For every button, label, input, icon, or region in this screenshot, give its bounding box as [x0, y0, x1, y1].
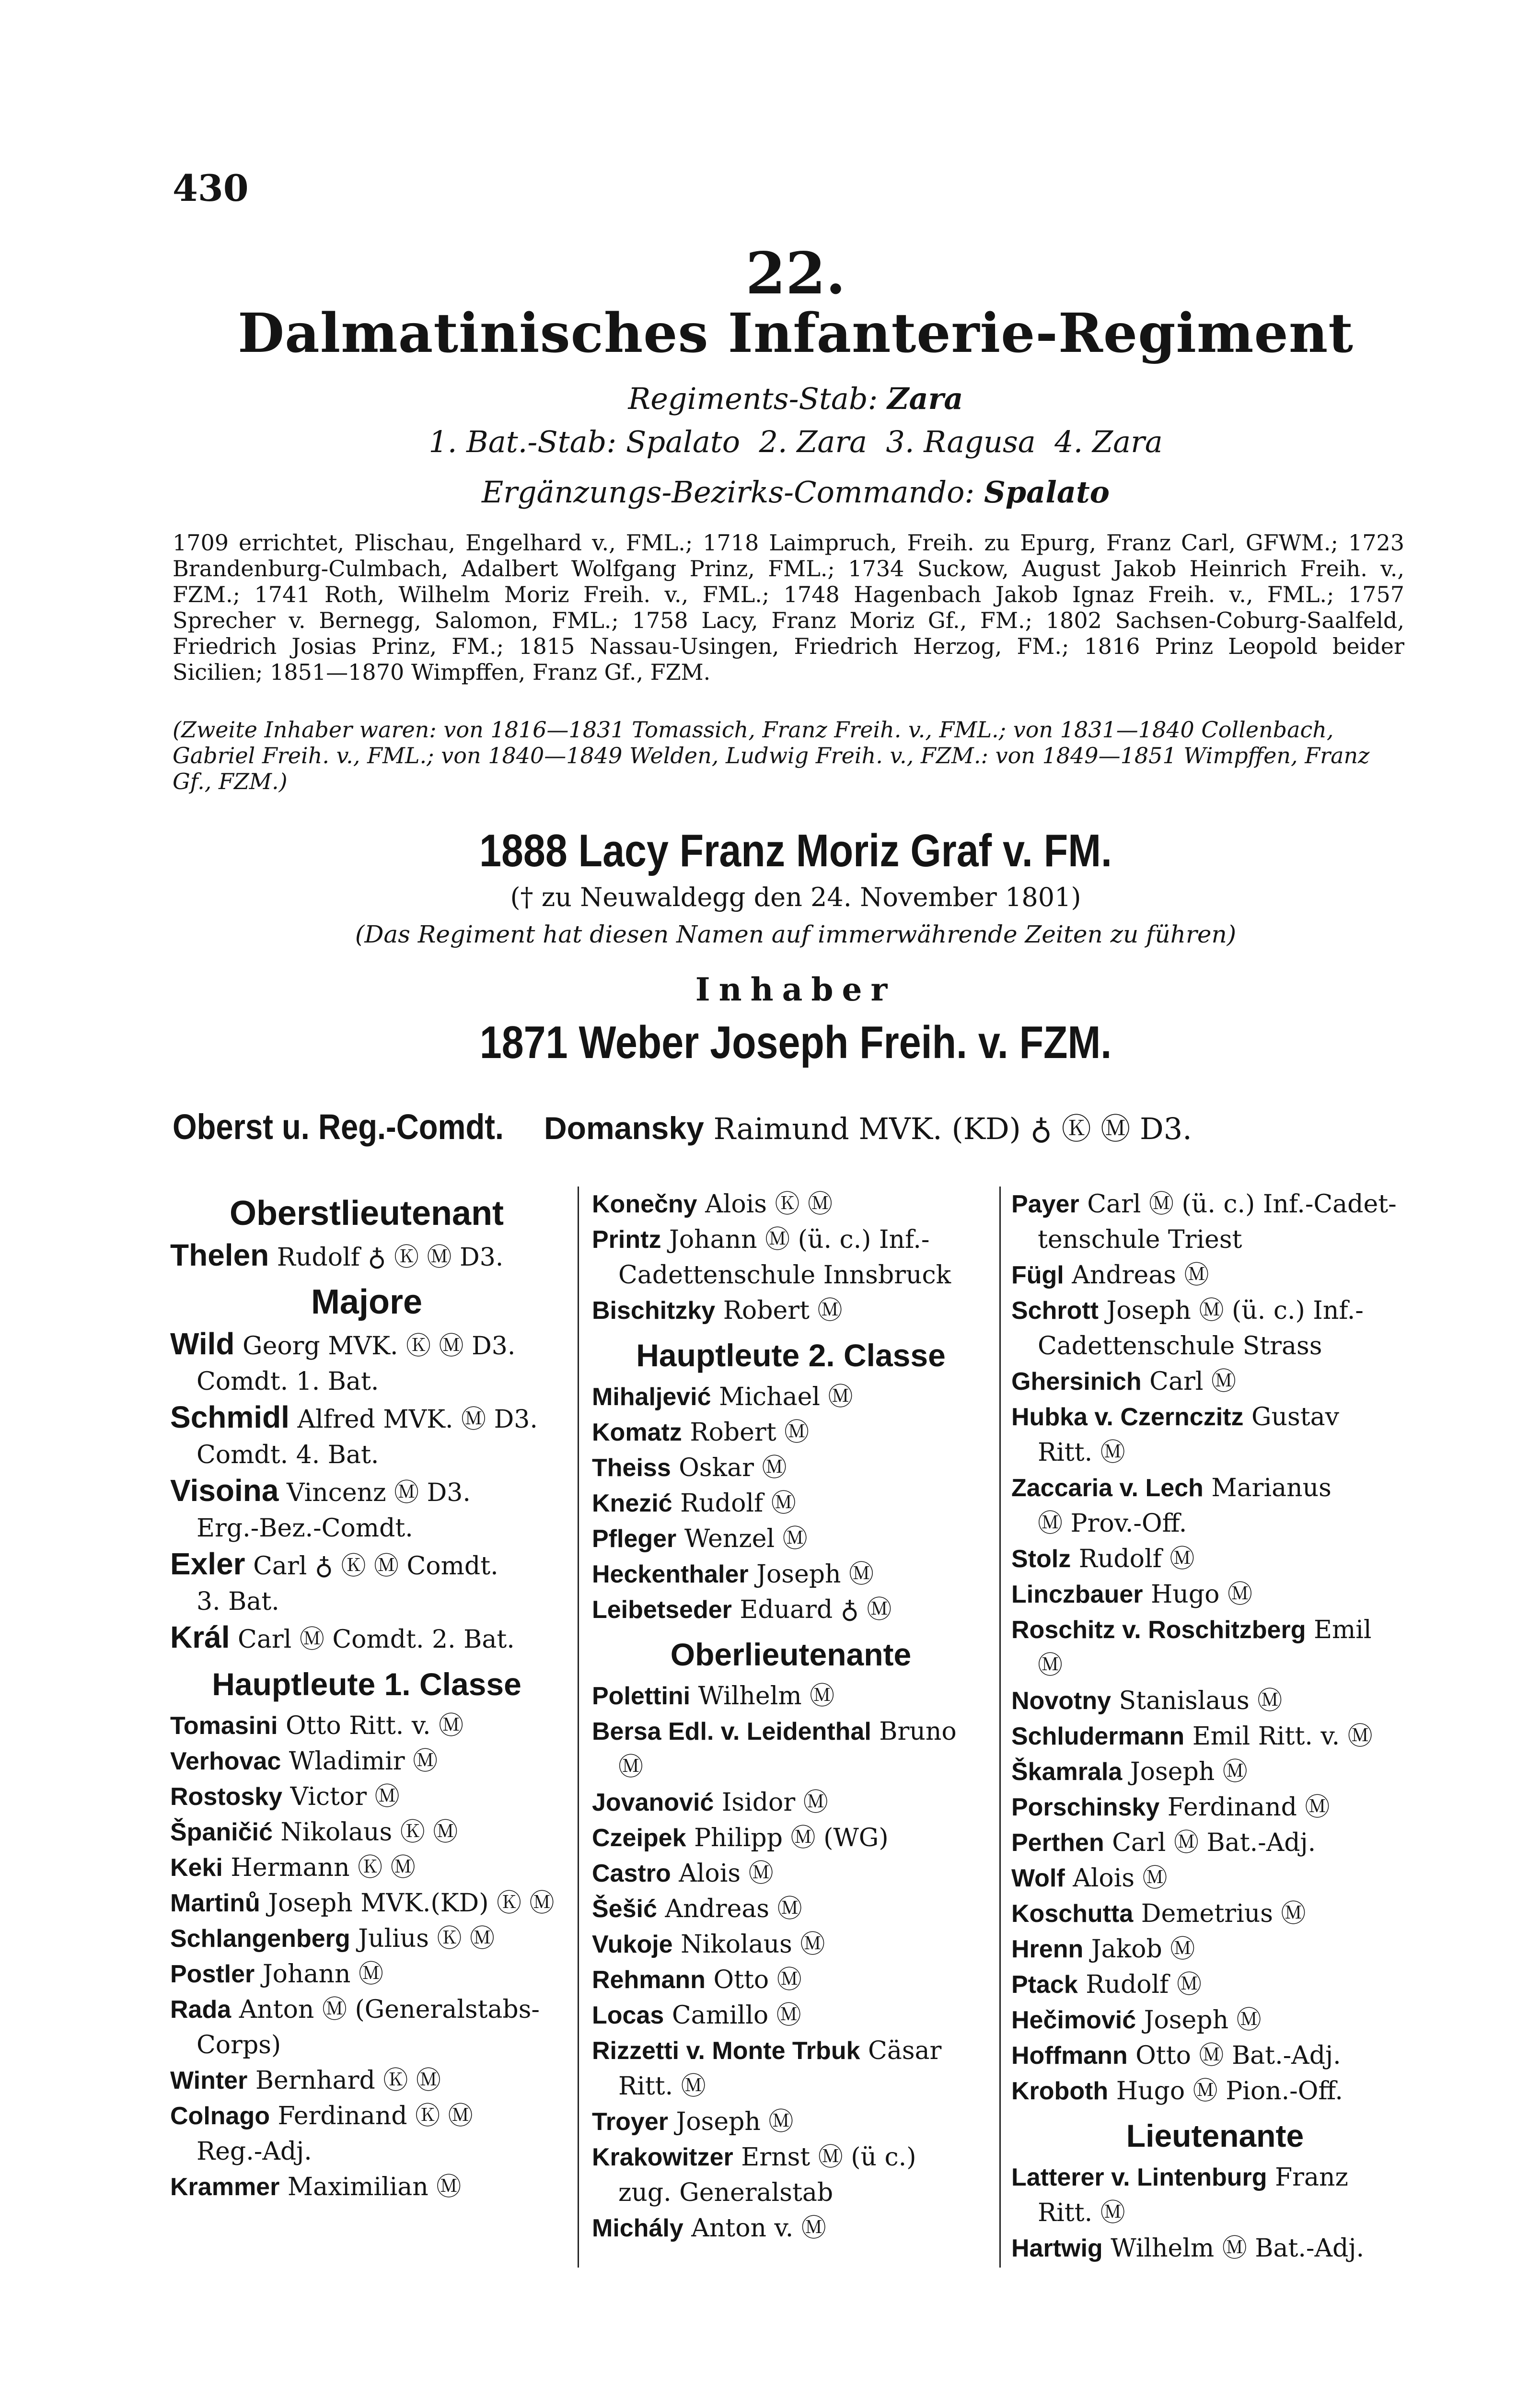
column-3: [1011, 1187, 1419, 2266]
surname: Ptack: [1011, 1971, 1078, 1999]
continuation: Ⓜ: [1038, 1651, 1063, 1680]
zweite-inhaber: (Zweite Inhaber waren: von 1816—1831 Tomassich, Franz Freih. v., FML.; von 1831—1840 Collenbach, Gabriel Freih. v., FML.; von 1840—1849 Welden, Ludwig Freih. v., FZM.: von 1849—1851 Wimpffen, Franz Gf., FZM.): [173, 717, 1370, 794]
list-item: [170, 1399, 563, 1473]
surname: Jovanović: [592, 1789, 714, 1816]
details: Robert Ⓜ: [690, 1418, 810, 1447]
details: Anton v. Ⓜ: [691, 2214, 826, 2243]
details: Joseph Ⓜ: [676, 2107, 794, 2136]
list-item: [592, 1379, 990, 1415]
list-item: [170, 1546, 563, 1619]
section-heading: Lieutenante: [1126, 2118, 1304, 2153]
details: Andreas Ⓜ: [665, 1895, 802, 1923]
list-item: [1011, 2038, 1419, 2073]
surname: Postler: [170, 1960, 255, 1988]
continuation: Comdt. 4. Bat.: [197, 1441, 379, 1469]
continuation: Erg.-Bez.-Comdt.: [197, 1514, 413, 1543]
surname: Martinů: [170, 1889, 260, 1917]
list-item: [170, 1885, 563, 1921]
details: Emil Ritt. v. Ⓜ: [1192, 1722, 1373, 1751]
details: Rudolf Ⓜ: [680, 1489, 796, 1518]
section-heading: Oberlieutenante: [670, 1637, 912, 1672]
details: Wenzel Ⓜ: [684, 1524, 808, 1553]
list-item: [170, 1619, 563, 1657]
details: Stanislaus Ⓜ: [1119, 1687, 1283, 1715]
list-item: [1011, 2002, 1419, 2038]
details: Carl ♁ Ⓚ Ⓜ Comdt.: [253, 1552, 498, 1581]
surname: Rizzetti v. Monte Trbuk: [592, 2037, 860, 2065]
continuation: zug. Generalstab: [618, 2178, 834, 2207]
details: Nikolaus Ⓜ: [681, 1930, 825, 1959]
list-item: [170, 2098, 563, 2169]
list-item: [592, 2140, 990, 2211]
surname: Hrenn: [1011, 1935, 1084, 1963]
surname: Wild: [170, 1326, 235, 1361]
page-number: 430: [173, 167, 249, 209]
surname: Winter: [170, 2067, 248, 2094]
surname: Knezić: [592, 1489, 672, 1517]
section-heading: Majore: [311, 1283, 423, 1321]
list-item: [170, 1473, 563, 1546]
surname: Fügl: [1011, 1261, 1064, 1289]
surname: Schludermann: [1011, 1722, 1185, 1750]
surname: Schlangenberg: [170, 1925, 350, 1953]
list-item: [592, 1521, 990, 1557]
list-item: [170, 1744, 563, 1779]
details: Alois Ⓜ: [1073, 1864, 1168, 1893]
surname: Colnago: [170, 2102, 270, 2130]
continuation: Ritt. Ⓜ: [1038, 1438, 1125, 1467]
list-item: [1011, 1683, 1419, 1719]
details: Julius Ⓚ Ⓜ: [358, 1924, 495, 1953]
list-item: [592, 1557, 990, 1592]
continuation: Ritt. Ⓜ: [618, 2072, 706, 2101]
surname: Mihaljević: [592, 1383, 711, 1411]
details: Nikolaus Ⓚ Ⓜ: [280, 1818, 458, 1847]
details: Wilhelm Ⓜ Bat.-Adj.: [1111, 2234, 1364, 2263]
list-item: [1011, 1790, 1419, 1825]
continuation: Ⓜ: [618, 1753, 644, 1781]
list-item: [592, 1927, 990, 1962]
history-paragraph: 1709 errichtet, Plischau, Engelhard v., FML.; 1718 Laimpruch, Freih. zu Epurg, Franz Carl, GFWM.; 1723 Brandenburg-Culmbach, Adalbert Wolfgang Prinz, FML.; 1734 Suckow, August Jakob Heinrich Freih. v., FZM.; 1741 Roth, Wilhelm Moriz Freih. v., FML.; 1748 Hagenbach Jakob Ignaz Freih. v., FML.; 1757 Sprecher v. Bernegg, Salomon, FML.; 1758 Lacy, Franz Moriz Gf., FM.; 1802 Sachsen-Coburg-Saalfeld, Friedrich Josias Prinz, FM.; 1815 Nassau-Usingen, Friedrich Herzog, FM.; 1816 Prinz Leopold beider Sicilien; 1851—1870 Wimpffen, Franz Gf., FZM.: [173, 530, 1404, 685]
surname: Bersa Edl. v. Leidenthal: [592, 1718, 871, 1745]
details: Vincenz Ⓜ D3.: [287, 1478, 471, 1507]
list-item: [1011, 1612, 1419, 1683]
surname: Hečimović: [1011, 2006, 1136, 2034]
column-1: [170, 1187, 563, 2205]
list-item: [1011, 1364, 1419, 1399]
surname: Rada: [170, 1996, 232, 2024]
list-item: [1011, 2231, 1419, 2266]
surname: Komatz: [592, 1419, 682, 1446]
details: Eduard ♁ Ⓜ: [740, 1595, 892, 1624]
regiments-stab: [173, 381, 1419, 416]
details: Carl Ⓜ (ü. c.) Inf.-Cadet-: [1087, 1190, 1397, 1219]
details: Rudolf ♁ Ⓚ Ⓜ D3.: [277, 1243, 504, 1272]
list-item: [170, 1237, 563, 1275]
details: Victor Ⓜ: [290, 1782, 400, 1811]
surname: Linczbauer: [1011, 1581, 1143, 1608]
details: Wilhelm Ⓜ: [698, 1682, 835, 1710]
surname: Pfleger: [592, 1525, 677, 1553]
surname: Keki: [170, 1854, 223, 1882]
details: Joseph Ⓜ (ü. c.) Inf.-: [1106, 1296, 1364, 1325]
regiments-stab-value: Zara: [887, 381, 963, 416]
surname: Hubka v. Czernczitz: [1011, 1403, 1244, 1431]
continuation: Cadettenschule Innsbruck: [618, 1261, 951, 1290]
list-item: [1011, 1293, 1419, 1364]
list-item: [1011, 1187, 1419, 1257]
surname: Wolf: [1011, 1864, 1065, 1892]
lacy-note: († zu Neuwaldegg den 24. November 1801): [510, 882, 1081, 912]
continuation: Cadettenschule Strass: [1038, 1332, 1322, 1361]
details: Isidor Ⓜ: [721, 1788, 828, 1817]
list-item: [1011, 1967, 1419, 2002]
surname: Schrott: [1011, 1297, 1099, 1325]
surname: Czeipek: [592, 1824, 686, 1852]
details: Ferdinand Ⓚ Ⓜ: [278, 2102, 473, 2130]
lacy-note-2: (Das Regiment hat diesen Namen auf immerwährende Zeiten zu führen): [355, 920, 1237, 948]
list-item: [592, 2033, 990, 2104]
list-item: [592, 1962, 990, 1998]
surname: Bischitzky: [592, 1297, 716, 1325]
list-item: [1011, 1577, 1419, 1612]
surname: Latterer v. Lintenburg: [1011, 2164, 1267, 2191]
bat-stab: 1. Bat.-Stab: Spalato 2. Zara 3. Ragusa 4. Zara: [428, 424, 1163, 459]
list-item: [170, 1326, 563, 1399]
surname: Tomasini: [170, 1712, 278, 1740]
list-item: [592, 1678, 990, 1714]
list-item: [170, 1779, 563, 1815]
continuation: Ⓜ Prov.-Off.: [1038, 1509, 1187, 1538]
list-item: [1011, 1470, 1419, 1541]
list-item: [1011, 2073, 1419, 2109]
details: Otto Ⓜ: [713, 1966, 802, 1994]
oberst-line: [173, 1105, 1192, 1148]
details: Johann Ⓜ: [262, 1960, 383, 1989]
surname: Printz: [592, 1226, 661, 1254]
details: Gustav: [1251, 1403, 1340, 1431]
list-item: [170, 2063, 563, 2098]
oberst-rest: Raimund MVK. (KD) ♁ Ⓚ Ⓜ D3.: [713, 1111, 1192, 1146]
surname: Král: [170, 1620, 230, 1654]
list-item: [592, 1222, 990, 1293]
surname: Theiss: [592, 1454, 671, 1482]
surname: Exler: [170, 1547, 245, 1581]
list-item: [170, 1921, 563, 1956]
details: Georg MVK. Ⓚ Ⓜ D3.: [243, 1332, 516, 1361]
regiment-number: 22.: [745, 240, 846, 307]
surname: Troyer: [592, 2108, 668, 2136]
surname: Polettini: [592, 1682, 691, 1710]
column-divider: [578, 1187, 579, 2268]
ergaenzung: [173, 475, 1419, 510]
list-item: [1011, 2160, 1419, 2231]
list-item: [170, 1708, 563, 1744]
details: Robert Ⓜ: [723, 1296, 843, 1325]
continuation: tenschule Triest: [1038, 1225, 1242, 1254]
details: Hugo Ⓜ: [1151, 1580, 1252, 1609]
list-item: [592, 1592, 990, 1628]
list-item: [592, 2211, 990, 2246]
list-item: [1011, 1825, 1419, 1861]
details: Andreas Ⓜ: [1072, 1261, 1209, 1290]
details: Marianus: [1211, 1474, 1332, 1502]
surname: Porschinsky: [1011, 1793, 1160, 1821]
regiments-stab-label: Regiments-Stab:: [628, 381, 878, 416]
list-item: [1011, 1754, 1419, 1790]
details: Jakob Ⓜ: [1091, 1935, 1195, 1964]
surname: Hoffmann: [1011, 2042, 1128, 2070]
surname: Roschitz v. Roschitzberg: [1011, 1616, 1306, 1644]
surname: Krammer: [170, 2173, 280, 2201]
list-item: [1011, 1541, 1419, 1577]
surname: Škamrala: [1011, 1758, 1123, 1786]
details: Maximilian Ⓜ: [287, 2173, 462, 2201]
list-item: [592, 1450, 990, 1486]
list-item: [1011, 1932, 1419, 1967]
list-item: [170, 1850, 563, 1885]
list-item: [1011, 1257, 1419, 1293]
continuation: Corps): [197, 2031, 281, 2060]
details: Joseph Ⓜ: [1130, 1757, 1248, 1786]
surname: Šešić: [592, 1895, 657, 1923]
details: Joseph Ⓜ: [756, 1560, 874, 1589]
list-item: [592, 1486, 990, 1521]
surname: Rostosky: [170, 1783, 283, 1811]
list-item: [592, 2104, 990, 2140]
details: Carl Ⓜ Comdt. 2. Bat.: [238, 1625, 515, 1654]
surname: Zaccaria v. Lech: [1011, 1474, 1204, 1502]
surname: Visoina: [170, 1473, 279, 1508]
details: Anton Ⓜ (Generalstabs-: [239, 1995, 540, 2024]
list-item: [592, 1187, 990, 1222]
details: Joseph Ⓜ: [1144, 2006, 1262, 2035]
ergaenzung-label: Ergänzungs-Bezirks-Commando:: [481, 475, 975, 510]
list-item: [170, 1956, 563, 1992]
list-item: [592, 1998, 990, 2033]
list-item: [592, 1820, 990, 1856]
details: Johann Ⓜ (ü. c.) Inf.-: [669, 1225, 930, 1254]
surname: Michály: [592, 2214, 683, 2242]
surname: Kroboth: [1011, 2077, 1109, 2105]
list-item: [592, 1714, 990, 1785]
details: Bernhard Ⓚ Ⓜ: [255, 2066, 441, 2095]
details: Bruno: [879, 1717, 957, 1746]
details: Carl Ⓜ Bat.-Adj.: [1112, 1828, 1316, 1857]
section-heading: Hauptleute 2. Classe: [636, 1338, 946, 1373]
details: Philipp Ⓜ (WG): [694, 1824, 889, 1852]
lacy-line: 1888 Lacy Franz Moriz Graf v. FM.: [479, 825, 1112, 876]
surname: Konečny: [592, 1190, 697, 1218]
list-item: [1011, 1896, 1419, 1932]
surname: Verhovac: [170, 1747, 281, 1775]
list-item: [592, 1785, 990, 1820]
details: Rudolf Ⓜ: [1086, 1970, 1202, 1999]
continuation: 3. Bat.: [197, 1587, 279, 1616]
weber-line: 1871 Weber Joseph Freih. v. FZM.: [479, 1017, 1112, 1068]
surname: Vukoje: [592, 1931, 673, 1958]
details: Michael Ⓜ: [719, 1383, 853, 1411]
details: Oskar Ⓜ: [679, 1454, 787, 1482]
ergaenzung-value: Spalato: [984, 475, 1110, 510]
surname: Rehmann: [592, 1966, 706, 1994]
surname: Leibetseder: [592, 1596, 732, 1624]
inhaber-heading: Inhaber: [695, 971, 896, 1008]
details: Carl Ⓜ: [1149, 1367, 1236, 1396]
column-divider: [999, 1187, 1001, 2268]
list-item: [170, 1992, 563, 2063]
continuation: Ritt. Ⓜ: [1038, 2199, 1125, 2227]
list-item: [1011, 1399, 1419, 1470]
continuation: Reg.-Adj.: [197, 2137, 312, 2166]
surname: Perthen: [1011, 1829, 1104, 1857]
details: Alois Ⓜ: [679, 1859, 774, 1888]
surname: Krakowitzer: [592, 2143, 733, 2171]
details: Hugo Ⓜ Pion.-Off.: [1116, 2077, 1343, 2106]
list-item: [170, 2169, 563, 2205]
surname: Novotny: [1011, 1687, 1111, 1715]
details: Otto Ritt. v. Ⓜ: [285, 1711, 464, 1740]
list-item: [592, 1856, 990, 1891]
oberst-rank: Oberst u. Reg.-Comdt.: [173, 1107, 504, 1147]
list-item: [592, 1415, 990, 1450]
details: Camillo Ⓜ: [672, 2001, 801, 2030]
details: Demetrius Ⓜ: [1141, 1899, 1306, 1928]
details: Rudolf Ⓜ: [1078, 1545, 1195, 1573]
surname: Castro: [592, 1860, 671, 1887]
details: Cäsar: [868, 2036, 942, 2065]
section-heading: Oberstlieutenant: [229, 1194, 504, 1233]
surname: Heckenthaler: [592, 1560, 749, 1588]
list-item: [1011, 1719, 1419, 1754]
details: Wladimir Ⓜ: [289, 1747, 438, 1776]
column-2: [592, 1187, 990, 2246]
surname: Schmidl: [170, 1400, 289, 1434]
details: Otto Ⓜ Bat.-Adj.: [1135, 2041, 1341, 2070]
section-heading: Hauptleute 1. Classe: [212, 1666, 521, 1702]
regiment-title: Dalmatinisches Infanterie-Regiment: [238, 302, 1354, 365]
surname: Thelen: [170, 1238, 269, 1272]
oberst-name: Domansky: [544, 1110, 704, 1146]
details: Joseph MVK.(KD) Ⓚ Ⓜ: [268, 1889, 555, 1918]
details: Ferdinand Ⓜ: [1167, 1793, 1330, 1822]
details: Alois Ⓚ Ⓜ: [705, 1190, 833, 1219]
surname: Payer: [1011, 1190, 1079, 1218]
surname: Koschutta: [1011, 1900, 1134, 1928]
surname: Hartwig: [1011, 2234, 1103, 2262]
surname: Stolz: [1011, 1545, 1071, 1573]
details: Ernst Ⓜ (ü c.): [741, 2143, 916, 2172]
details: Franz: [1275, 2163, 1348, 2192]
details: Hermann Ⓚ Ⓜ: [231, 1853, 416, 1882]
continuation: Comdt. 1. Bat.: [197, 1367, 379, 1396]
list-item: [592, 1891, 990, 1927]
list-item: [170, 1815, 563, 1850]
list-item: [592, 1293, 990, 1328]
surname: Ghersinich: [1011, 1368, 1142, 1396]
details: Alfred MVK. Ⓜ D3.: [297, 1405, 538, 1434]
list-item: [1011, 1861, 1419, 1896]
surname: Locas: [592, 2001, 664, 2029]
details: Emil: [1313, 1616, 1372, 1644]
surname: Španičić: [170, 1818, 273, 1846]
